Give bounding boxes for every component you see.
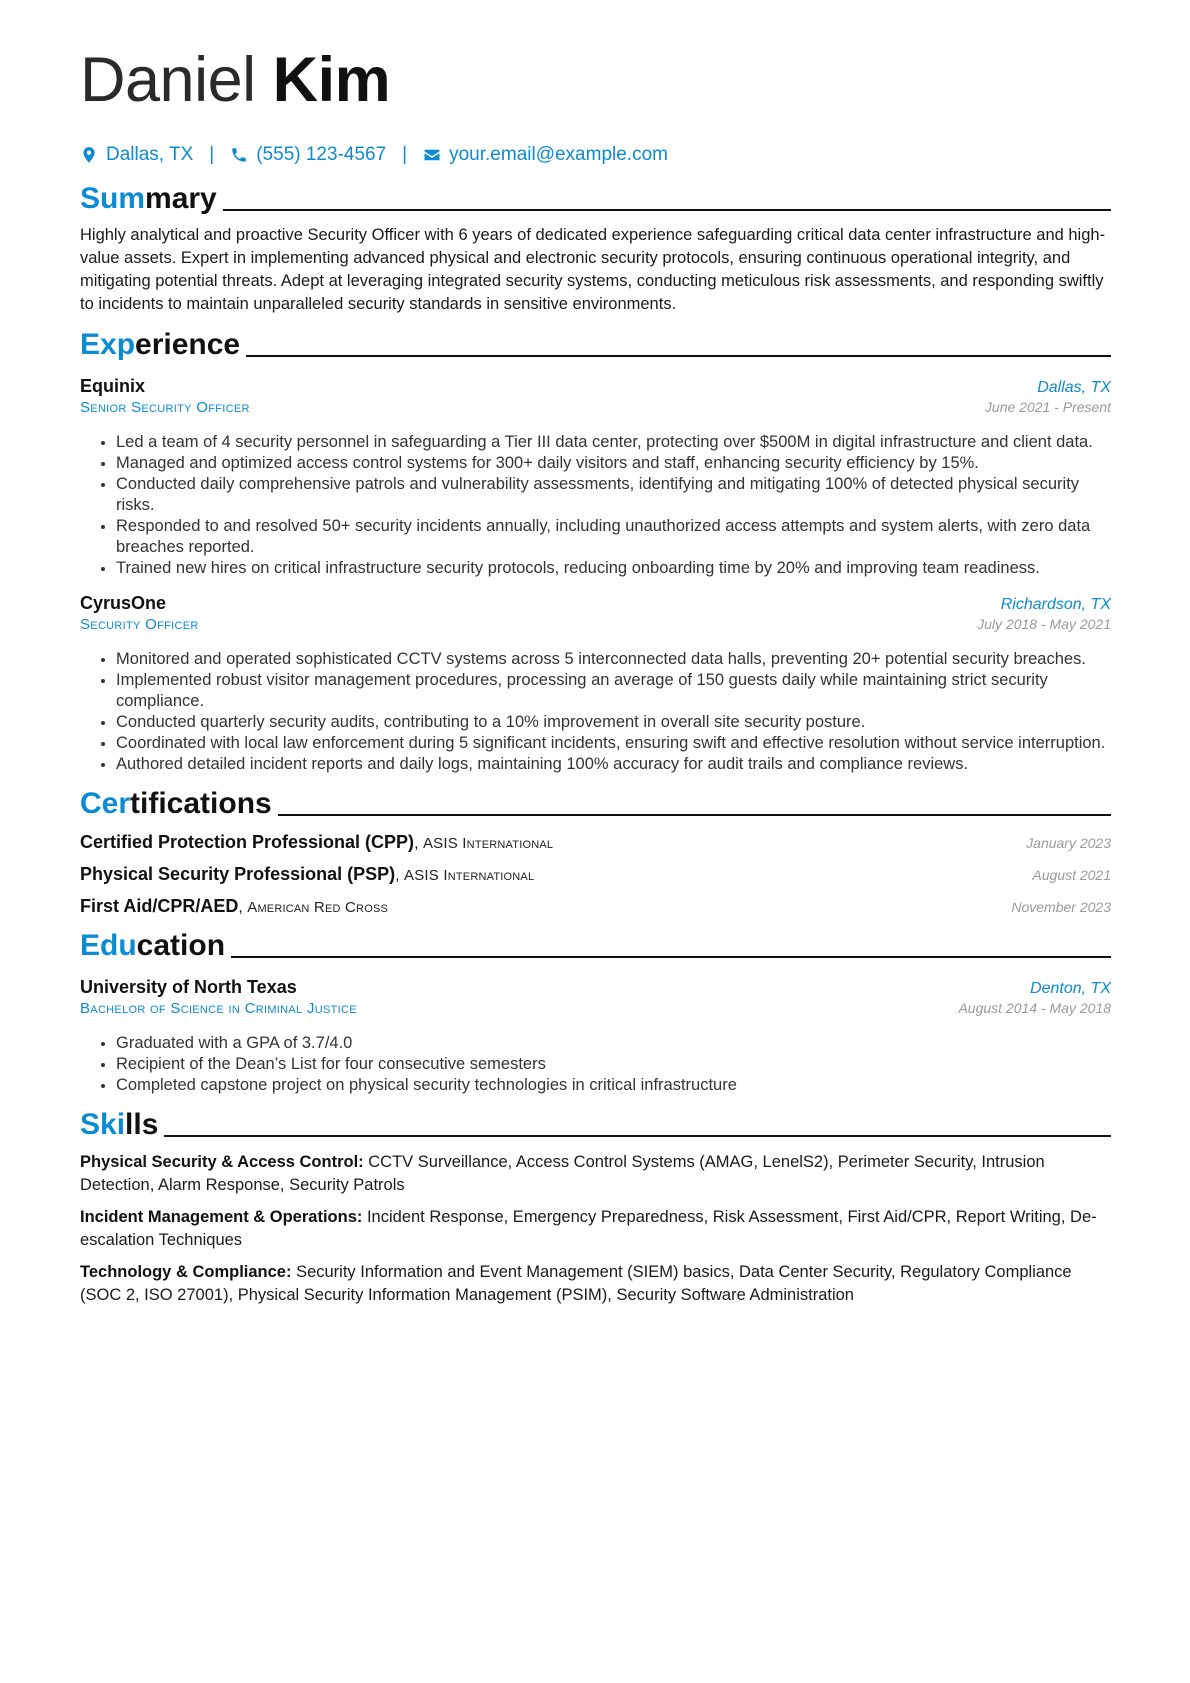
title-accent: Cer [80, 787, 131, 820]
education-heading [80, 929, 1111, 963]
certification-name: Physical Security Professional (PSP) [80, 864, 396, 884]
certification-item [80, 832, 1111, 853]
contact-location [80, 144, 193, 166]
summary-text: Highly analytical and proactive Security Officer with 6 years of dedicated experience safeguarding critical data center infrastructure and high-value assets. Expert in implementing advanced physical and electronic security protocols, ensuring continuous operational integrity, and mitigating potential threats. Adept at leveraging integrated security systems, conducting meticulous risk assessments, and responding swiftly to incidents to maintain unparalleled security standards in sensitive environments. [80, 226, 1106, 313]
last-name: Kim [272, 45, 391, 115]
phone-text[interactable]: (555) 123-4567 [256, 144, 387, 165]
section-title [80, 1108, 158, 1142]
list-item: • Graduated with a GPA of 3.7/4.0 [116, 1033, 1111, 1054]
list-item: • Trained new hires on critical infrastructure security protocols, reducing onboarding time by 20% and improving team readiness. [116, 558, 1111, 579]
skill-label: Incident Management & Operations: [80, 1208, 363, 1226]
list-item: • Authored detailed incident reports and daily logs, maintaining 100% accuracy for audit trails and compliance reviews. [116, 754, 1111, 775]
location-text: Dallas, TX [106, 144, 194, 165]
section-rule [231, 956, 1111, 958]
title-accent: Ski [80, 1108, 126, 1141]
certification-text: Certified Protection Professional (CPP), ASIS International [80, 832, 554, 852]
degree-name: Bachelor of Science in Criminal Justice [80, 1000, 357, 1017]
education-entry [80, 975, 1111, 1096]
skill-label: Technology & Compliance: [80, 1263, 292, 1281]
job-title: Security Officer [80, 616, 199, 633]
list-item: • Coordinated with local law enforcement during 5 significant incidents, ensuring swift and effective resolution without service interruption. [116, 733, 1111, 754]
title-accent: Exp [80, 328, 136, 361]
first-name: Daniel [80, 45, 256, 115]
achievement-list [80, 649, 1111, 775]
education-dates: August 2014 - May 2018 [958, 1000, 1111, 1016]
certification-issuer: ASIS International [422, 835, 554, 852]
job-title: Senior Security Officer [80, 399, 250, 416]
entry-subheader [80, 615, 1111, 635]
contact-bar [80, 142, 1111, 168]
map-marker-icon [80, 146, 98, 164]
list-item: • Managed and optimized access control systems for 300+ daily visitors and staff, enhancing security efficiency by 15%. [116, 453, 1111, 474]
skill-group [80, 1151, 1111, 1197]
section-title [80, 328, 240, 362]
section-rule [223, 209, 1111, 211]
entry-header [80, 975, 1111, 999]
certification-issuer: ASIS International [404, 867, 535, 884]
school-location: Denton, TX [1030, 980, 1111, 997]
email-link[interactable]: your.email@example.com [449, 144, 668, 165]
skill-items: Security Information and Event Management (SIEM) basics, Data Center Security, Regulatory Compliance (SOC 2, ISO 27001), Physical Security Information Management (PSIM), Security Software Administration [80, 1263, 1072, 1304]
entry-subheader [80, 999, 1111, 1019]
certification-date: January 2023 [1026, 835, 1111, 851]
title-rest: tifications [130, 787, 272, 820]
title-rest: erience [135, 328, 241, 361]
job-dates: June 2021 - Present [984, 399, 1111, 415]
list-item: • Led a team of 4 security personnel in safeguarding a Tier III data center, protecting over $500M in digital infrastructure and client data. [116, 432, 1111, 453]
title-rest: lls [125, 1108, 159, 1141]
skill-group [80, 1261, 1111, 1307]
section-title [80, 182, 217, 216]
experience-entry [80, 591, 1111, 775]
entry-subheader [80, 398, 1111, 418]
list-item: • Conducted daily comprehensive patrols and vulnerability assessments, identifying and mitigating 100% of detected physical security risks. [116, 474, 1111, 516]
certification-issuer: American Red Cross [247, 899, 389, 916]
skill-items: CCTV Surveillance, Access Control Systems (AMAG, LenelS2), Perimeter Security, Intrusion Detection, Alarm Response, Security Patrols [80, 1153, 1045, 1194]
list-item: • Completed capstone project on physical security technologies in critical infrastructure [116, 1075, 1111, 1096]
education-list [80, 1033, 1111, 1096]
job-location: Richardson, TX [1000, 596, 1111, 613]
certification-name: First Aid/CPR/AED [80, 896, 239, 916]
contact-separator: | [209, 144, 215, 165]
company-name: Equinix [80, 376, 146, 396]
section-rule [278, 814, 1111, 816]
section-title [80, 929, 225, 963]
school-name: University of North Texas [80, 977, 297, 997]
summary-heading [80, 182, 1111, 216]
title-accent: Edu [80, 929, 137, 962]
experience-entry [80, 374, 1111, 579]
entry-header [80, 374, 1111, 398]
list-item: • Implemented robust visitor management procedures, processing an average of 150 guests daily while maintaining strict security compliance. [116, 670, 1111, 712]
certification-date: November 2023 [1011, 899, 1111, 915]
contact-phone [230, 144, 386, 166]
skill-group [80, 1206, 1111, 1252]
list-item: • Conducted quarterly security audits, contributing to a 10% improvement in overall site security posture. [116, 712, 1111, 733]
candidate-name [80, 44, 1111, 118]
achievement-list [80, 432, 1111, 579]
phone-icon [230, 146, 248, 164]
list-item: • Responded to and resolved 50+ security incidents annually, including unauthorized access attempts and system alerts, with zero data breaches reported. [116, 516, 1111, 558]
skill-label: Physical Security & Access Control: [80, 1153, 364, 1171]
certifications-heading [80, 787, 1111, 821]
section-title [80, 787, 272, 821]
certification-date: August 2021 [1032, 867, 1111, 883]
section-rule [246, 355, 1111, 357]
list-item: • Monitored and operated sophisticated CCTV systems across 5 interconnected data halls, preventing 20+ potential security breaches. [116, 649, 1111, 670]
certification-text: First Aid/CPR/AED, American Red Cross [80, 896, 389, 916]
skills-heading [80, 1108, 1111, 1142]
title-accent: Sum [80, 182, 146, 215]
job-dates: July 2018 - May 2021 [977, 616, 1111, 632]
skill-items: Incident Response, Emergency Preparedness, Risk Assessment, First Aid/CPR, Report Writing, De-escalation Techniques [80, 1208, 1097, 1249]
list-item: • Recipient of the Dean’s List for four consecutive semesters [116, 1054, 1111, 1075]
certification-item [80, 864, 1111, 885]
envelope-icon [423, 146, 441, 164]
experience-heading [80, 328, 1111, 362]
section-rule [164, 1135, 1111, 1137]
certification-text: Physical Security Professional (PSP), ASIS International [80, 864, 535, 884]
company-name: CyrusOne [80, 593, 167, 613]
title-rest: mary [145, 182, 217, 215]
title-rest: cation [136, 929, 226, 962]
contact-separator: | [402, 144, 408, 165]
contact-email [423, 144, 668, 166]
entry-header [80, 591, 1111, 615]
job-location: Dallas, TX [1037, 379, 1111, 396]
certification-item [80, 896, 1111, 917]
certification-name: Certified Protection Professional (CPP) [80, 832, 415, 852]
